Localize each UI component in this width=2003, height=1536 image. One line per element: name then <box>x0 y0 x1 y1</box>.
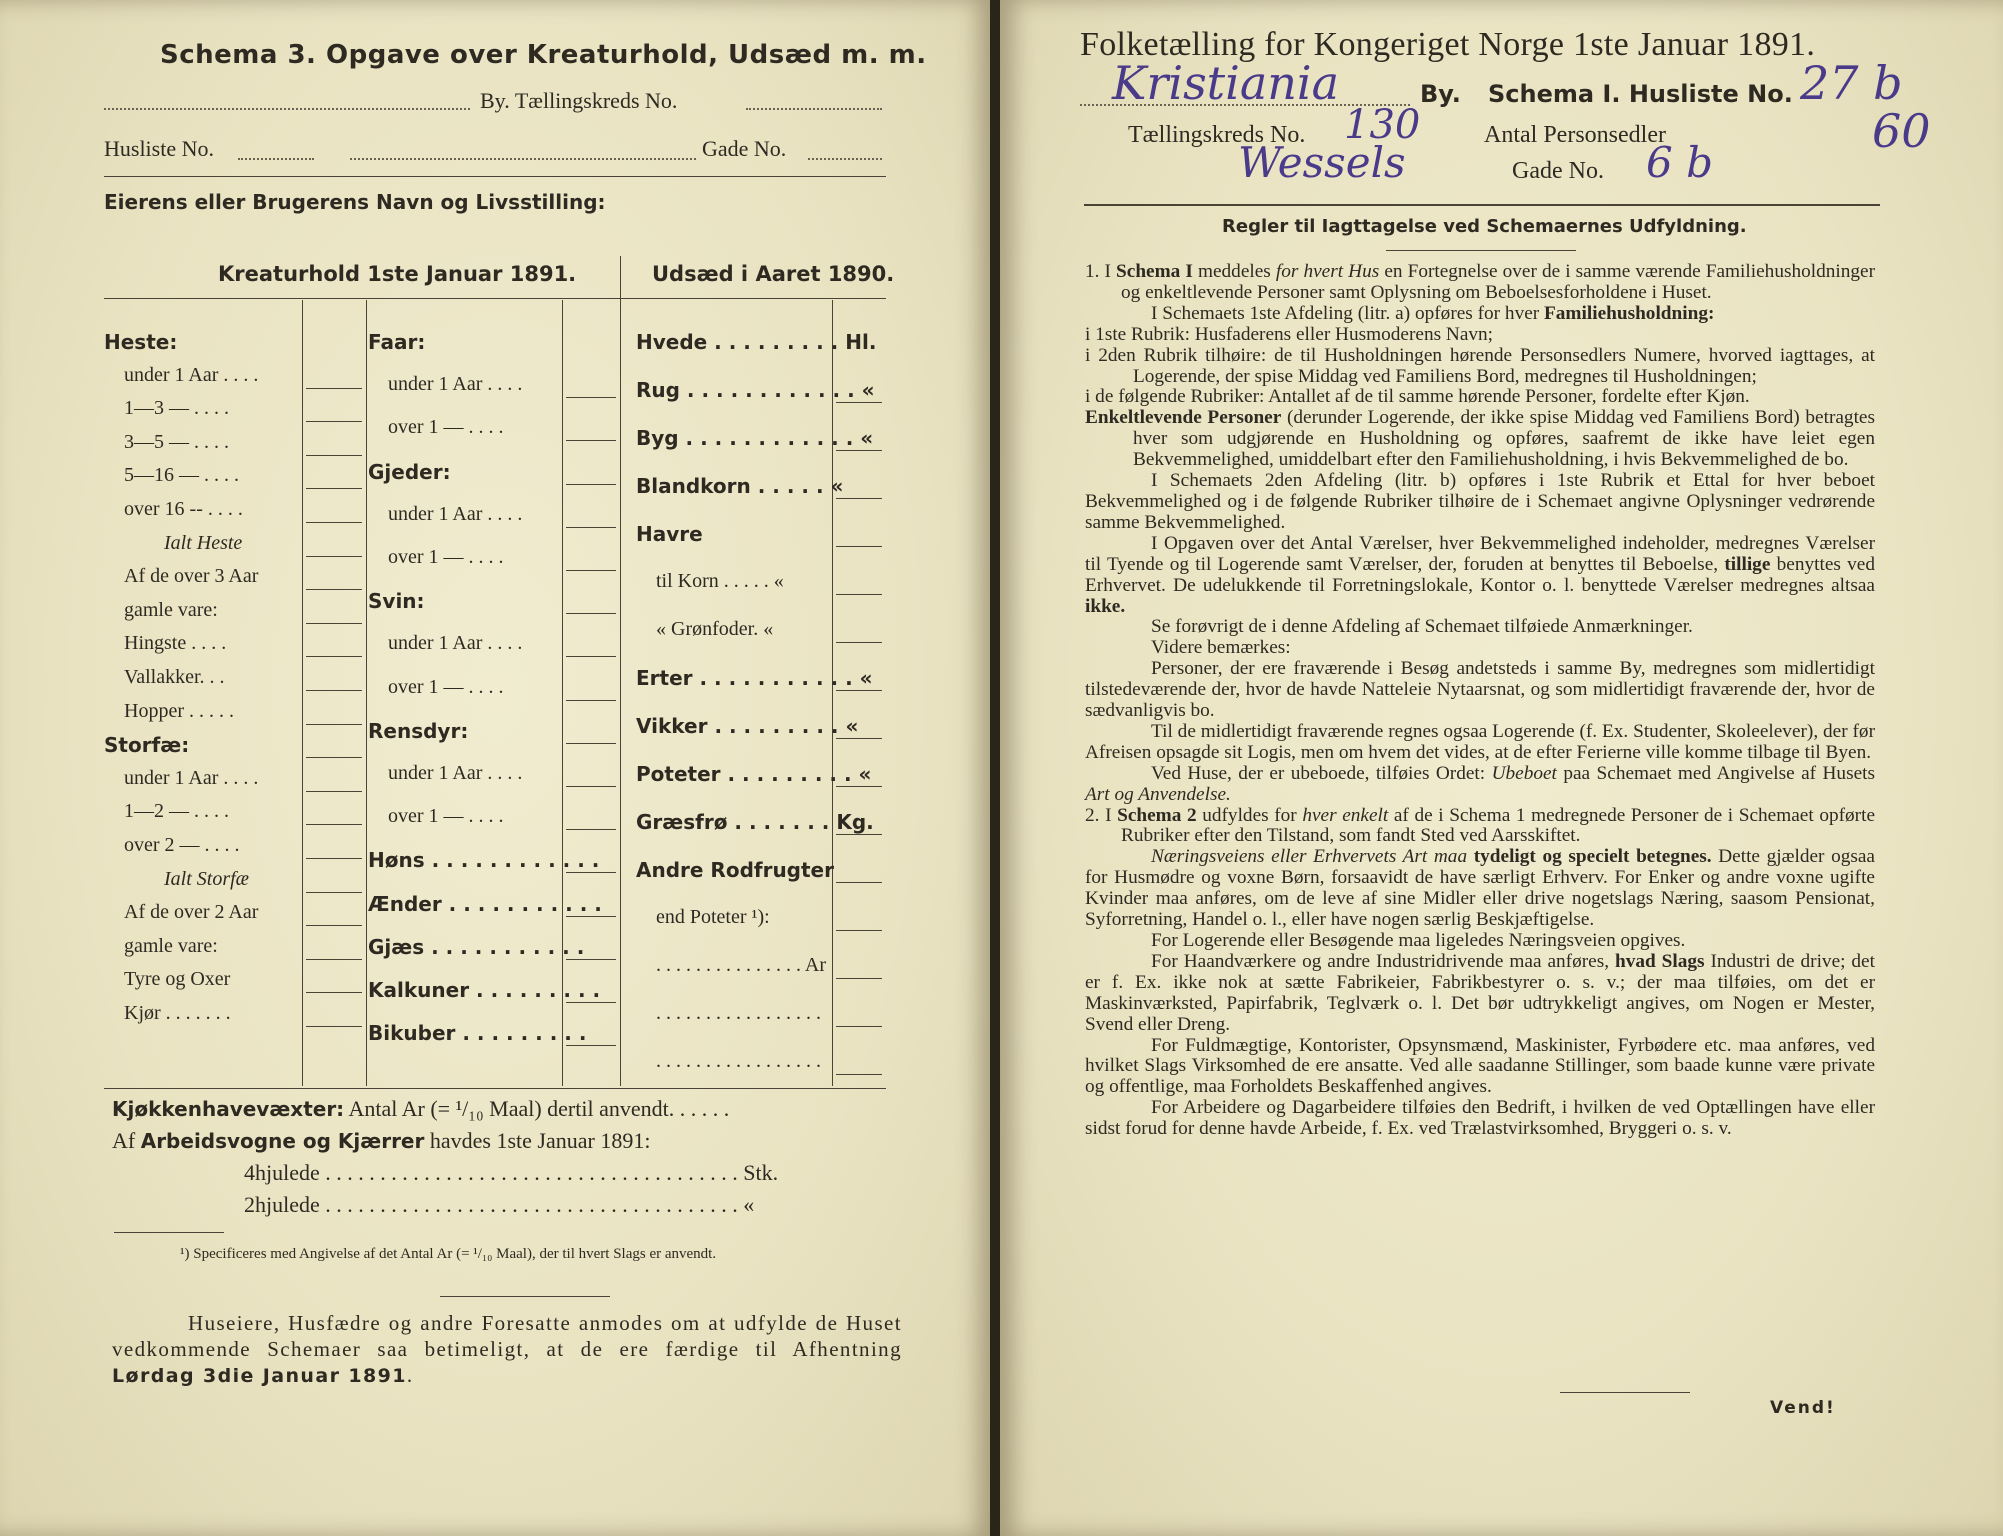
rule-paragraph: Næringsveiens eller Erhvervets Art maa tydeligt og specielt betegnes. Dette gjælder ogsaa for Husmødre og voxne Børn, forsaavidt de have særligt Erhverv. For Enker og andre voxne ugifte Kvinder maa anføres, om de leve af sine Midler eller drive nogetslags Næring, saasom Pensionat, Syforretning, Handel o. l., eller have nogen særlig Beskjæftigelse. <box>1085 846 1875 931</box>
entry-line <box>306 925 362 926</box>
entry-line <box>566 484 616 485</box>
form-row: Ænder . . . . . . . . . . . <box>368 891 602 916</box>
district-number-handwritten: 130 <box>1344 102 1421 148</box>
wagons-text: havdes 1ste Januar 1891: <box>424 1128 651 1153</box>
entry-line <box>566 786 616 787</box>
city-handwritten: Kristiania <box>1112 56 1340 110</box>
col-divider-4 <box>832 300 833 1086</box>
entry-line <box>836 978 882 979</box>
form-row: Tyre og Oxer <box>124 968 231 991</box>
form-row: Erter . . . . . . . . . . . « <box>636 666 873 690</box>
rule-paragraph: Ved Huse, der er ubeboede, tilføies Ordet: Ubeboet paa Schemaet med Angivelse af Husets Art og Anvendelse. <box>1085 762 1875 805</box>
vend-rule <box>1560 1392 1690 1393</box>
table-header-rule <box>104 298 886 299</box>
rule-paragraph: i 2den Rubrik tilhøire: de til Husholdningen hørende Personsedlers Numere, hvorved iagttages, at Logerende, der spise Middag ved Familiens Bord, medregnes til Husholdningen; <box>1085 344 1875 387</box>
form-row: 1—2 — . . . . <box>124 800 229 823</box>
form-row: Svin: <box>368 589 425 614</box>
entry-line <box>836 690 882 691</box>
kitchen-garden-label: Kjøkkenhavevæxter: <box>112 1097 345 1121</box>
entry-line <box>836 402 882 403</box>
entry-line <box>836 786 882 787</box>
left-page-schema-3 <box>0 0 992 1536</box>
entry-line <box>566 527 616 528</box>
entry-line <box>566 916 616 917</box>
entry-line <box>836 498 882 499</box>
by-label: By. Tællingskreds No. <box>480 88 678 113</box>
entry-line <box>306 824 362 825</box>
form-row: . . . . . . . . . . . . . . . . . <box>656 1050 821 1072</box>
form-row: Heste: <box>104 330 178 354</box>
rule-paragraph: I Schemaets 2den Afdeling (litr. b) opføres i 1ste Rubrik et Ettal for hver beboet Bekvemmelighed og i de følgende Rubriker tilhøire de i Schemaet angivne Oplysninger vedrørende samme Bekvemmelighed. <box>1085 470 1875 533</box>
entry-line <box>566 959 616 960</box>
form-row: under 1 Aar . . . . <box>388 373 523 396</box>
form-row: Af de over 3 Aar <box>124 565 259 588</box>
form-row: Hingste . . . . <box>124 632 227 655</box>
house-list-number-handwritten: 27 b <box>1800 56 1903 110</box>
closing-text: Huseiere, Husfædre og andre Foresatte anmodes om at udfylde de Huset vedkommende Schemaer saa betimeligt, at de ere færdige til Afhentning <box>112 1311 902 1361</box>
entry-line <box>566 570 616 571</box>
husliste-blank <box>238 158 314 160</box>
district-label: Tællingskreds No. <box>1128 122 1306 148</box>
footnote-rule <box>114 1232 224 1233</box>
gade-blank <box>808 158 882 160</box>
table-divider-main <box>620 256 621 1086</box>
entry-line <box>566 829 616 830</box>
rule-paragraph: 2. I Schema 2 udfyldes for hver enkelt af de i Schema 1 medregnede Personer de i Schemaet opførte Rubriker efter den Tilstand, som fandt Sted ved Aarsskiftet. <box>1085 804 1875 847</box>
entry-line <box>306 522 362 523</box>
form-row: gamle vare: <box>124 598 218 621</box>
form-row: Blandkorn . . . . . « <box>636 474 844 498</box>
left-title: Schema 3. Opgave over Kreaturhold, Udsæd m. m. <box>160 40 927 70</box>
form-row: til Korn . . . . . « <box>656 570 784 592</box>
four-wheel-line: 4hjulede . . . . . . . . . . . . . . . . . . . . . . . . . . . . . . . . . . . . . . Stk. <box>244 1160 779 1185</box>
entry-line <box>306 992 362 993</box>
form-row: end Poteter ¹): <box>656 906 770 928</box>
rules-title-rule <box>1386 250 1576 251</box>
entry-line <box>306 656 362 657</box>
form-row: Rug . . . . . . . . . . . . « <box>636 378 875 402</box>
form-row: Gjæs . . . . . . . . . . . <box>368 934 585 959</box>
form-row: under 1 Aar . . . . <box>124 766 259 789</box>
rule-paragraph: For Fuldmægtige, Kontorister, Opsynsmænd, Maskinister, Fyrbødere etc. maa anføres, ved hvilket Slags Virksomhed de ere ansatte. Ved alle saadanne Stillinger, som baade kunne være private og offentlige, maa Forholdets Beskaffenhed angives. <box>1085 1034 1875 1098</box>
street-number-handwritten: 6 b <box>1646 138 1713 187</box>
entry-line <box>306 455 362 456</box>
husliste-label: Husliste No. <box>104 136 214 161</box>
by-label-right: By. <box>1420 80 1461 108</box>
entry-line <box>306 488 362 489</box>
col-divider-3 <box>562 300 563 1086</box>
entry-line <box>836 594 882 595</box>
by-blank <box>104 108 470 110</box>
livestock-header: Kreaturhold 1ste Januar 1891. <box>218 262 577 286</box>
header-rule-right <box>1084 204 1880 206</box>
form-row: 5—16 — . . . . <box>124 464 239 487</box>
entry-line <box>306 858 362 859</box>
form-row: over 16 -- . . . . <box>124 498 243 520</box>
form-row: under 1 Aar . . . . <box>388 502 523 525</box>
form-row: Hvede . . . . . . . . . Hl. <box>636 330 877 354</box>
form-row: Bikuber . . . . . . . . . <box>368 1021 587 1046</box>
entry-line <box>836 450 882 451</box>
rule-paragraph: Til de midlertidigt fraværende regnes ogsaa Logerende (f. Ex. Studenter, Skoleelever), der før Afreisen opsagde sit Logis, men om hvem det vides, at de efter Ferierne ville komme tilbage til Byen. <box>1085 720 1875 763</box>
entry-line <box>566 397 616 398</box>
entry-line <box>306 724 362 725</box>
form-row: Ialt Heste <box>164 531 243 554</box>
form-row: Ialt Storfæ <box>164 867 250 890</box>
form-row: over 1 — . . . . <box>388 675 504 698</box>
entry-line <box>566 700 616 701</box>
table-bottom-rule <box>104 1088 886 1089</box>
entry-line <box>306 757 362 758</box>
form-row: Byg . . . . . . . . . . . . « <box>636 426 874 450</box>
form-row: gamle vare: <box>124 934 218 957</box>
col-divider-2 <box>366 300 367 1086</box>
closing-note <box>112 1310 902 1389</box>
entry-line <box>306 589 362 590</box>
form-row: under 1 Aar . . . . <box>388 762 523 784</box>
owner-label: Eierens eller Brugerens Navn og Livsstilling: <box>104 190 606 214</box>
closing-date: Lørdag 3die Januar 1891 <box>112 1365 407 1387</box>
form-row: over 2 — . . . . <box>124 834 240 856</box>
entry-line <box>566 613 616 614</box>
two-wheel-line: 2hjulede . . . . . . . . . . . . . . . . . . . . . . . . . . . . . . . . . . . . . . « <box>244 1192 755 1217</box>
street-name-handwritten: Wessels <box>1238 138 1406 187</box>
rule-paragraph: Personer, der ere fraværende i Besøg andetsteds i samme By, medregnes som midlertidigt tilstedeværende der, hvor de havde Natteleie Nytaarsnat, og som midlertidigt fraværende der, hvor de sædvanligvis bo. <box>1085 658 1875 722</box>
entry-line <box>836 642 882 643</box>
street-blank <box>350 158 696 160</box>
form-row: « Grønfoder. « <box>656 618 774 640</box>
form-row: Vikker . . . . . . . . . « <box>636 714 859 738</box>
rule-paragraph: i 1ste Rubrik: Husfaderens eller Husmoderens Navn; <box>1085 323 1494 345</box>
rules-text <box>1085 262 1875 1140</box>
entry-line <box>306 421 362 422</box>
header-rule <box>104 176 886 177</box>
rule-paragraph: I Opgaven over det Antal Værelser, hver Bekvemmelighed indeholder, medregnes Værelser til Tyende og til Logerende samt Værelser, der, foruden at benyttes til Beboelse, tillige benyttes ved Erhvervet. De udelukkende til Forretningslokale, Kontor o. l. benyttede Værelser medregnes altsaa ikke. <box>1085 532 1875 617</box>
entry-line <box>836 834 882 835</box>
form-row: Kalkuner . . . . . . . . . <box>368 978 601 1002</box>
rule-paragraph: Enkeltlevende Personer (derunder Logerende, der ikke spise Middag ved Familiens Bord) betragtes hver som udgjørende en Husholdning og opføres, saafremt de ikke have leiet egen Bekvemmelighed, umiddelbart efter den Familiehusholdning, i hvis Bekvemmelighed de bo. <box>1085 407 1875 471</box>
entry-line <box>566 1045 616 1046</box>
rule-paragraph: Videre bemærkes: <box>1151 637 1291 659</box>
street-number-label: Gade No. <box>1512 158 1604 184</box>
form-row: . . . . . . . . . . . . . . . . . <box>656 1002 821 1024</box>
entry-line <box>306 556 362 557</box>
wagons-label: Arbeidsvogne og Kjærrer <box>140 1129 425 1153</box>
form-row: Af de over 2 Aar <box>124 901 259 924</box>
entry-line <box>836 738 882 739</box>
kitchen-garden-line <box>112 1096 729 1122</box>
form-row: Kjør . . . . . . . <box>124 1002 231 1024</box>
entry-line <box>566 872 616 873</box>
person-slips-label: Antal Personsedler <box>1484 122 1666 148</box>
form-row: Havre <box>636 522 703 546</box>
entry-line <box>836 930 882 931</box>
vend-label: Vend! <box>1770 1398 1836 1418</box>
form-row: Andre Rodfrugter <box>636 858 834 882</box>
form-row: Hopper . . . . . <box>124 699 234 722</box>
form-row: Vallakker. . . <box>124 666 225 688</box>
form-row: 3—5 — . . . . <box>124 430 229 453</box>
entry-line <box>306 623 362 624</box>
census-title: Folketælling for Kongeriget Norge 1ste Januar 1891. <box>1080 26 1816 63</box>
entry-line <box>306 959 362 960</box>
form-row: Faar: <box>368 330 426 354</box>
form-row: Poteter . . . . . . . . . « <box>636 762 872 786</box>
entry-line <box>836 882 882 883</box>
form-row: 1—3 — . . . . <box>124 397 229 420</box>
footnote: ¹) Specificeres med Angivelse af det Antal Ar (= ¹/₁₀ Maal), der til hvert Slags er anvendt. <box>180 1246 717 1262</box>
entry-line <box>566 440 616 441</box>
entry-line <box>836 1074 882 1075</box>
form-row: Gjeder: <box>368 459 451 484</box>
form-row: under 1 Aar . . . . <box>388 632 523 655</box>
form-row: Storfæ: <box>104 733 190 758</box>
form-row: under 1 Aar . . . . <box>124 363 259 386</box>
form-row: Høns . . . . . . . . . . . . <box>368 848 600 873</box>
closing-rule <box>440 1296 610 1297</box>
rule-paragraph: 1. I Schema I meddeles for hvert Hus en Fortegnelse over de i samme værende Familiehusholdninger og enkeltlevende Personer samt Oplysning om Beboelsesforholdene i Huset. <box>1085 261 1875 303</box>
rule-paragraph: For Haandværkere og andre Industridrivende maa anføres, hvad Slags Industri de drive; det er f. Ex. ikke nok at sætte Fabrikeier, Fabrikbestyrer o. s. v.; der maa tilføies, om det er Maskinværksted, Papirfabrik, Teglværk o. l. Det bør udtrykkeligt angives, om Nogen er Mester, Svend eller Dreng. <box>1085 950 1875 1035</box>
form-row: . . . . . . . . . . . . . . . Ar <box>656 954 826 976</box>
rule-paragraph: For Logerende eller Besøgende maa ligeledes Næringsveien opgives. <box>1151 930 1686 951</box>
entry-line <box>836 546 882 547</box>
rule-paragraph: Se forøvrigt de i denne Afdeling af Schemaet tilføiede Anmærkninger. <box>1151 616 1693 638</box>
form-row: Græsfrø . . . . . . . Kg. <box>636 810 874 834</box>
col-divider-1 <box>302 300 303 1086</box>
entry-line <box>566 1002 616 1003</box>
entry-line <box>566 656 616 657</box>
kitchen-garden-text: Antal Ar (= ¹/₁₀ Maal) dertil anvendt. . . . . . <box>344 1096 730 1121</box>
wagons-line <box>112 1128 650 1154</box>
entry-line <box>306 690 362 691</box>
entry-line <box>306 388 362 389</box>
form-row: over 1 — . . . . <box>388 546 504 568</box>
form-row: Rensdyr: <box>368 718 469 743</box>
rule-paragraph: For Arbeidere og Dagarbeidere tilføies den Bedrift, i hvilken de ved Optællingen have eller sidst forud for denne havde Arbeide, f. Ex. ved Trælastvirksomhed, Bryggeri o. s. v. <box>1085 1097 1875 1140</box>
kreds-blank <box>746 108 882 110</box>
entry-line <box>306 791 362 792</box>
rule-paragraph: i de følgende Rubriker: Antallet af de til samme hørende Personer, fordelte efter Kjøn. <box>1085 386 1750 408</box>
gade-label: Gade No. <box>702 136 787 161</box>
wagons-pre: Af <box>112 1128 141 1153</box>
person-slips-handwritten: 60 <box>1872 104 1931 158</box>
entry-line <box>836 1026 882 1027</box>
form-row: over 1 — . . . . <box>388 416 504 439</box>
rules-title: Regler til Iagttagelse ved Schemaernes Udfyldning. <box>1222 216 1747 237</box>
rule-paragraph: I Schemaets 1ste Afdeling (litr. a) opføres for hver Familiehusholdning: <box>1151 302 1715 324</box>
sowing-header: Udsæd i Aaret 1890. <box>652 262 895 286</box>
entry-line <box>566 743 616 744</box>
entry-line <box>306 1026 362 1027</box>
form-row: over 1 — . . . . <box>388 805 504 828</box>
schema-label: Schema I. Husliste No. <box>1488 80 1793 108</box>
entry-line <box>306 892 362 893</box>
closing-end: . <box>406 1363 414 1387</box>
